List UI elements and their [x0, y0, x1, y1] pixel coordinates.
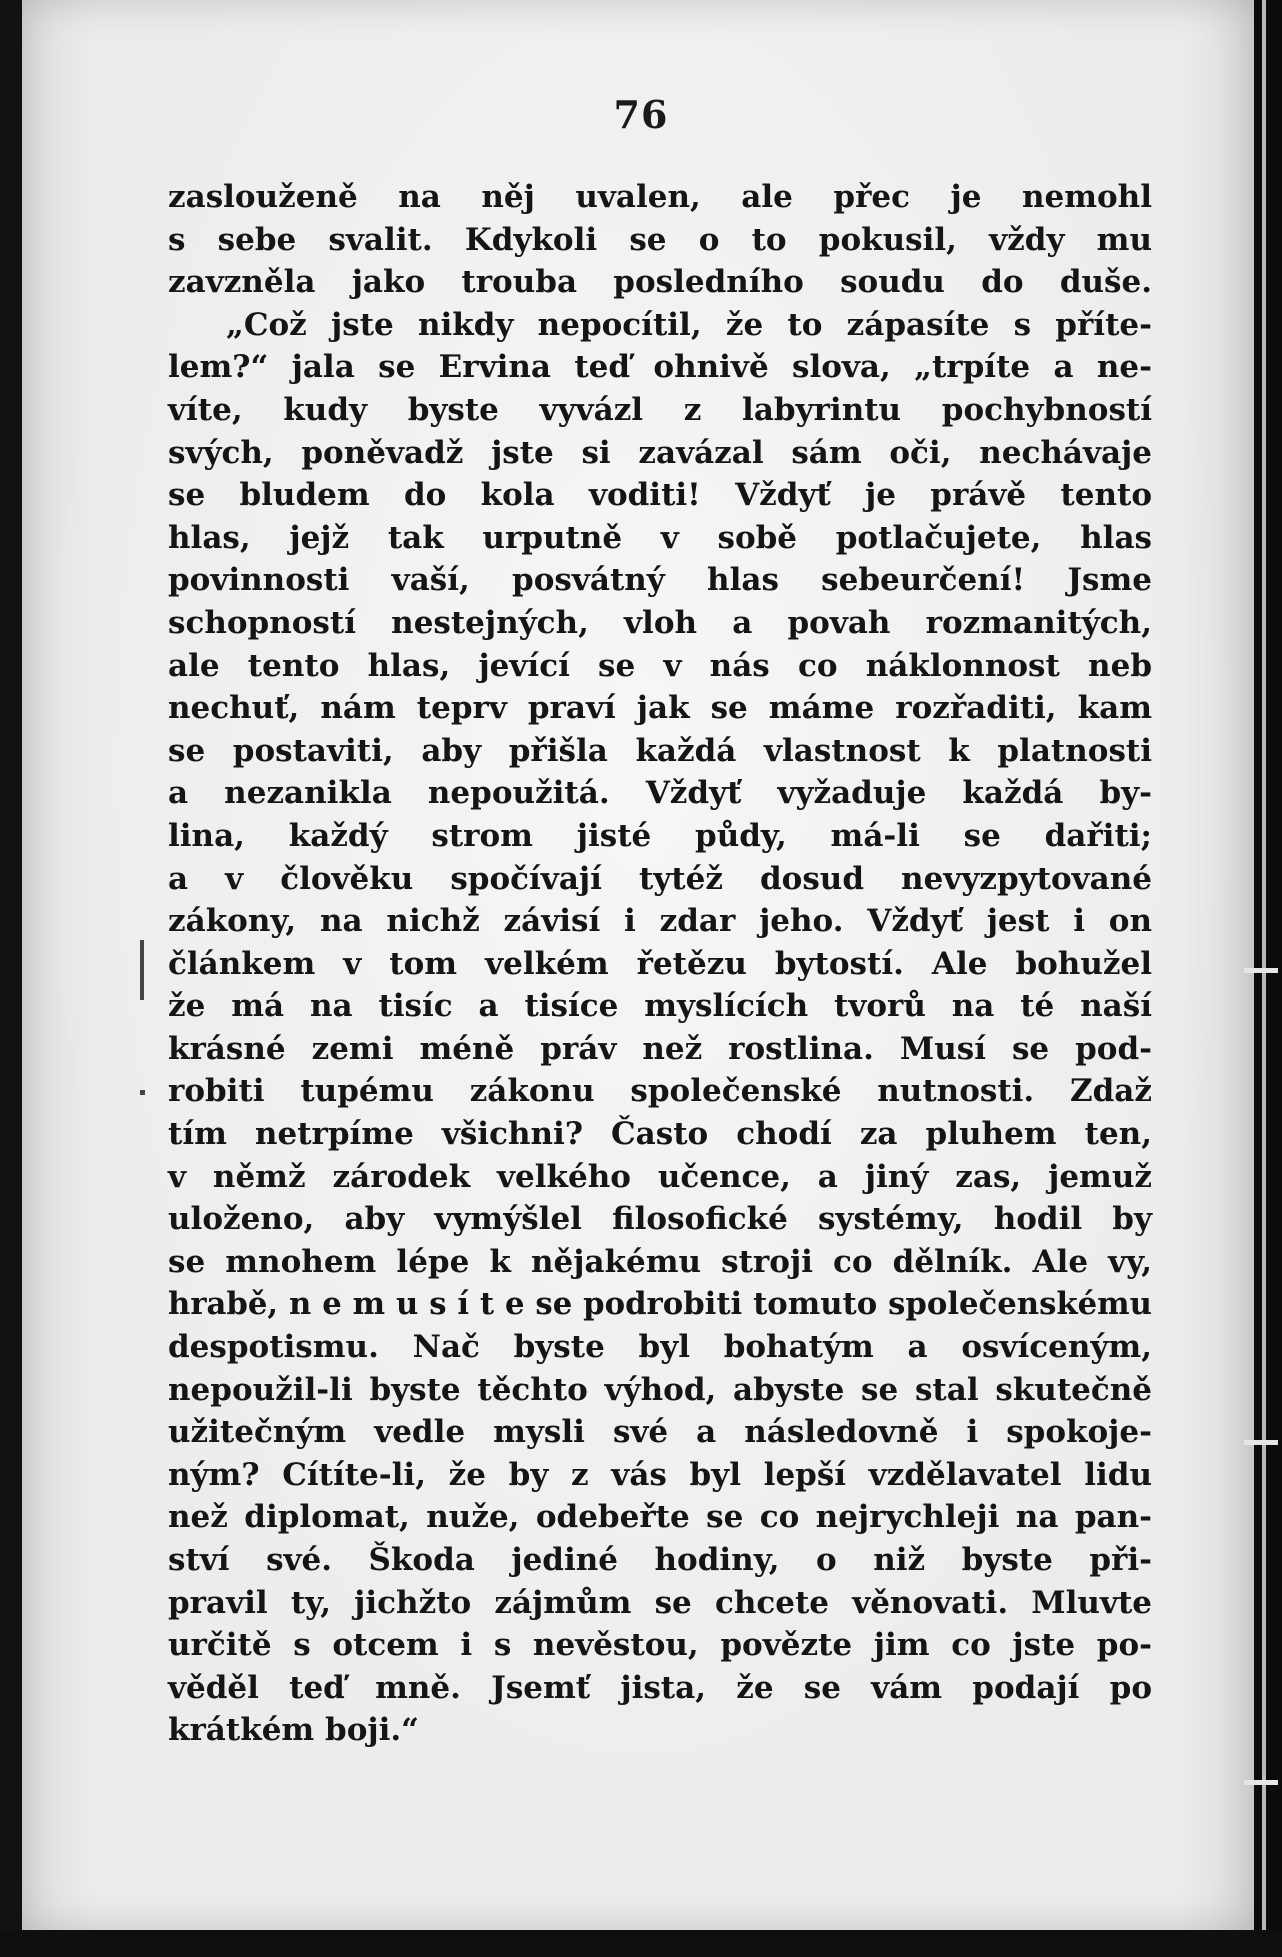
text-line: věděl teď mně. Jsemť jista, že se vám podají po: [168, 1669, 1152, 1706]
text-line: a nezanikla nepoužitá. Vždyť vyžaduje každá by-: [168, 775, 1152, 812]
text-line: nepoužil-li byste těchto výhod, abyste se stal skutečně: [168, 1371, 1152, 1408]
text-line: zákony, na nichž závisí i zdar jeho. Vždyť jest i on: [168, 903, 1152, 940]
body-text: [168, 176, 1152, 1752]
text-line: že má na tisíc a tisíce myslících tvorů na té naší: [168, 988, 1152, 1025]
text-line: krátkém boji.“: [168, 1712, 419, 1749]
text-line: tím netrpíme všichni? Často chodí za pluhem ten,: [168, 1116, 1152, 1153]
edge-tick-mark: [1244, 968, 1278, 973]
text-line: hrabě, n e m u s í t e se podrobiti tomuto společenskému: [168, 1286, 1152, 1323]
text-line: robiti tupému zákonu společenské nutnosti. Zdaž: [168, 1073, 1152, 1110]
text-line: zavzněla jako trouba posledního soudu do duše.: [168, 264, 1152, 301]
text-line: se bludem do kola voditi! Vždyť je právě tento: [168, 477, 1152, 514]
text-line: lem?“ jala se Ervina teď ohnivě slova, „trpíte a ne-: [168, 349, 1152, 386]
text-line: v němž zárodek velkého učence, a jiný zas, jemuž: [168, 1158, 1152, 1195]
binding-edge: [1254, 0, 1282, 1957]
text-line: a v člověku spočívají tytéž dosud nevyzpytované: [168, 860, 1152, 897]
text-line: ným? Cítíte-li, že by z vás byl lepší vzdělavatel lidu: [168, 1456, 1152, 1493]
edge-tick-mark: [1244, 1780, 1278, 1785]
text-line: krásné zemi méně práv než rostlina. Musí se pod-: [168, 1030, 1152, 1067]
text-line: se postaviti, aby přišla každá vlastnost k platnosti: [168, 732, 1152, 769]
edge-tick-mark: [1244, 1440, 1278, 1445]
text-line: povinnosti vaší, posvátný hlas sebeurčení! Jsme: [168, 562, 1152, 599]
text-line: článkem v tom velkém řetězu bytostí. Ale bohužel: [168, 945, 1152, 982]
text-line: než diplomat, nuže, odebeřte se co nejrychleji na pan-: [168, 1499, 1152, 1536]
text-line: ale tento hlas, jevící se v nás co náklonnost neb: [168, 647, 1152, 684]
text-line: nechuť, nám teprv praví jak se máme rozřaditi, kam: [168, 690, 1152, 727]
edge-line: [1262, 0, 1266, 1957]
text-line: despotismu. Nač byste byl bohatým a osvíceným,: [168, 1329, 1152, 1366]
margin-dot: [140, 1090, 145, 1095]
bottom-edge: [0, 1930, 1282, 1957]
text-line: pravil ty, jichžto zájmům se chcete věnovati. Mluvte: [168, 1584, 1152, 1621]
text-line: určitě s otcem i s nevěstou, povězte jim co jste po-: [168, 1627, 1152, 1664]
text-line: hlas, jejž tak urputně v sobě potlačujete, hlas: [168, 519, 1152, 556]
text-line: ství své. Škoda jediné hodiny, o niž byste při-: [168, 1542, 1152, 1578]
text-line: schopností nestejných, vloh a povah rozmanitých,: [168, 604, 1152, 641]
text-line: zaslouženě na něj uvalen, ale přec je nemohl: [168, 179, 1152, 215]
text-line: „Což jste nikdy nepocítil, že to zápasíte s příte-: [226, 306, 1152, 343]
text-line: lina, každý strom jisté půdy, má-li se dařiti;: [168, 817, 1152, 854]
text-line: se mnohem lépe k nějakému stroji co dělník. Ale vy,: [168, 1243, 1152, 1280]
text-line: s sebe svalit. Kdykoli se o to pokusil, vždy mu: [168, 221, 1152, 258]
text-line: víte, kudy byste vyvázl z labyrintu pochybností: [168, 391, 1152, 428]
text-line: uloženo, aby vymýšlel filosofické systémy, hodil by: [168, 1201, 1152, 1238]
margin-mark: [140, 940, 144, 1000]
text-line: svých, poněvadž jste si zavázal sám oči, nechávaje: [168, 434, 1152, 471]
page-number: 76: [613, 92, 669, 137]
text-line: užitečným vedle mysli své a následovně i spokoje-: [168, 1414, 1152, 1451]
